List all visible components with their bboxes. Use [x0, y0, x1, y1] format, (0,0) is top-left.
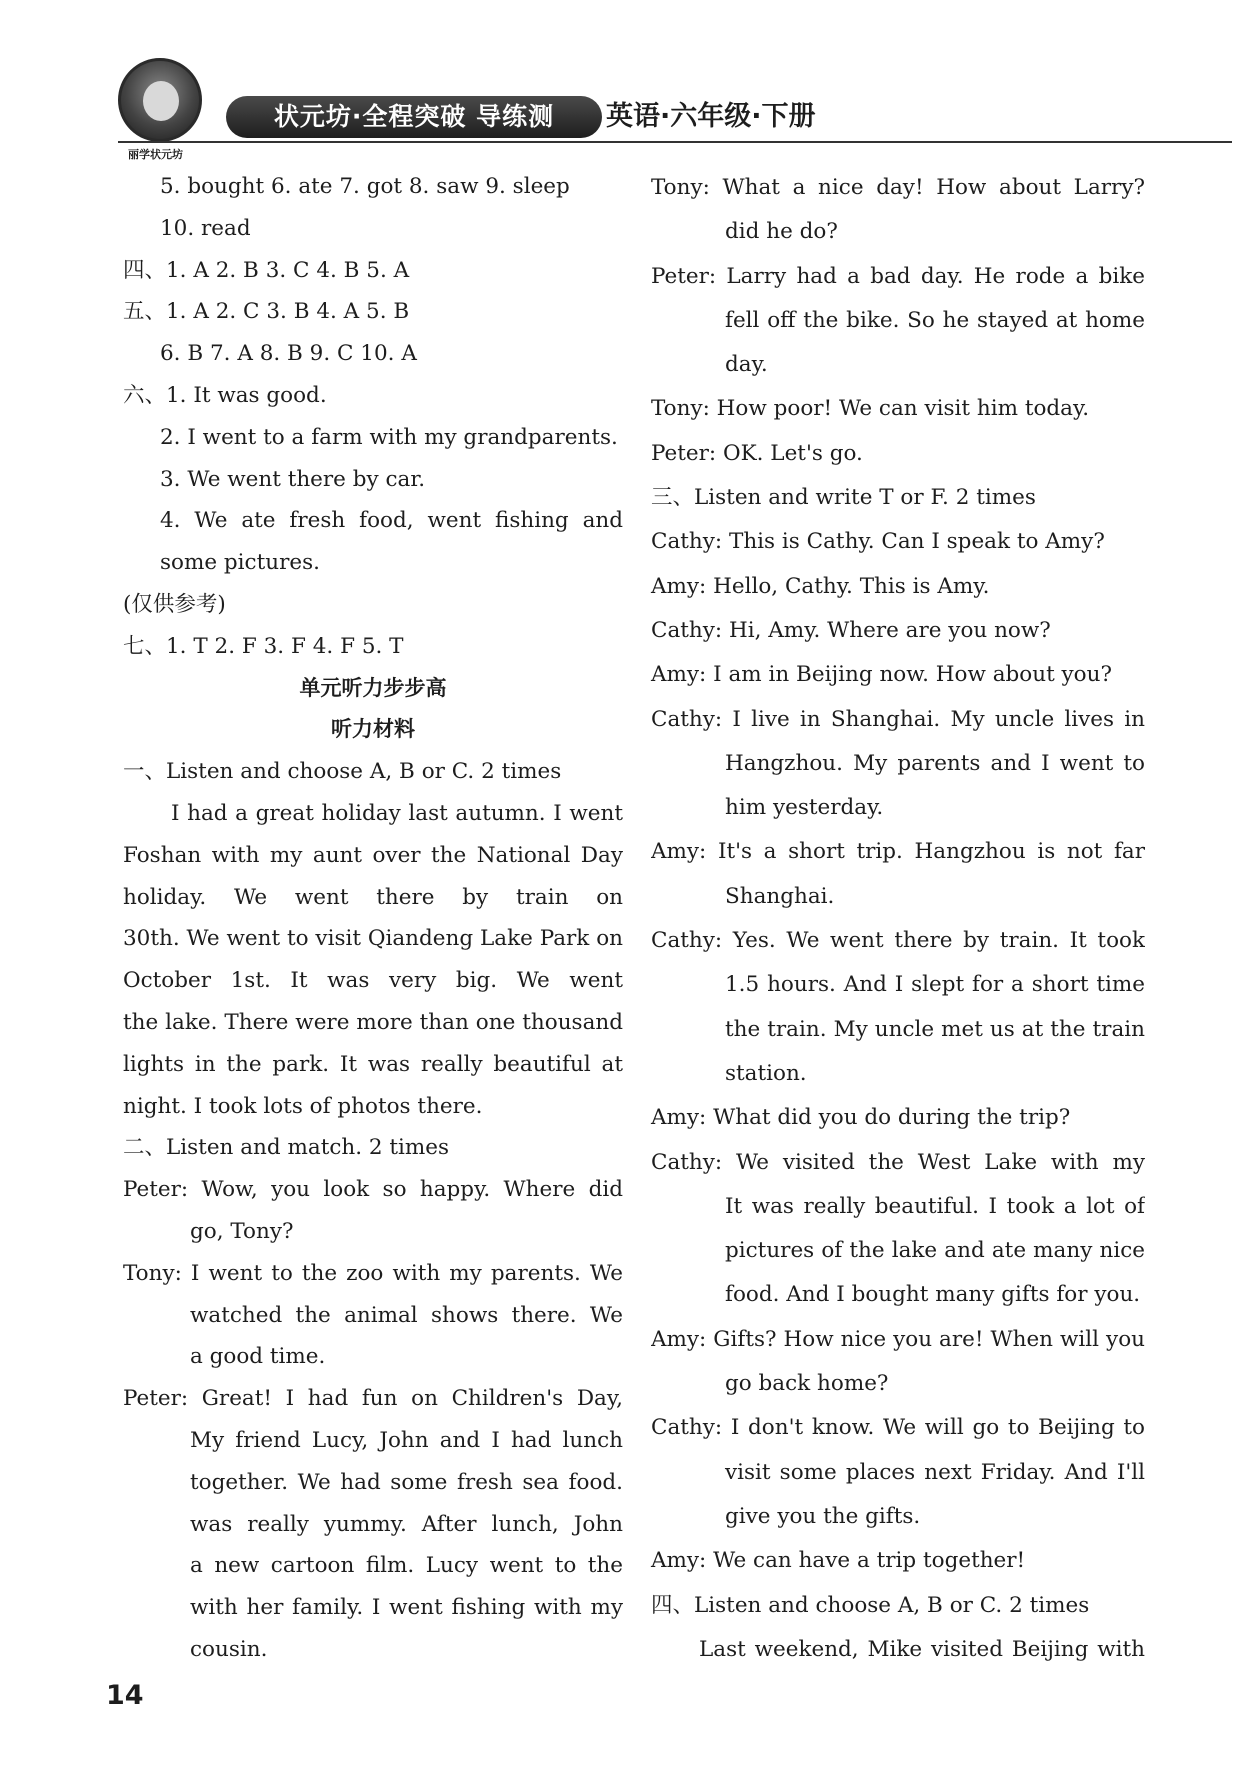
exercise-heading: 二、Listen and match. 2 times — [123, 1135, 450, 1161]
answer-line: 六、1. It was good. — [123, 382, 327, 408]
reference-note: (仅供参考) — [123, 591, 226, 617]
dialogue-line: 1.5 hours. And I slept for a short time — [725, 972, 1145, 998]
dialogue-line: together. We had some fresh sea food. — [190, 1469, 623, 1495]
passage-line: the lake. There were more than one thousand — [123, 1009, 623, 1035]
dialogue-line: with her family. I went fishing with my — [190, 1595, 623, 1621]
mascot-logo-icon — [118, 58, 202, 142]
dialogue-line: Tony: How poor! We can visit him today. — [651, 396, 1090, 422]
dialogue-line: Amy: I am in Beijing now. How about you? — [651, 662, 1113, 688]
passage-line: holiday. We went there by train on — [123, 884, 623, 910]
dialogue-line: Amy: Hello, Cathy. This is Amy. — [651, 573, 990, 599]
left-column — [123, 166, 623, 1671]
dialogue-line: go, Tony? — [190, 1218, 294, 1244]
dialogue-line: Tony: What a nice day! How about Larry? — [651, 175, 1145, 200]
dialogue-line: Amy: What did you do during the trip? — [651, 1105, 1071, 1131]
dialogue-line: Cathy: I don't know. We will go to Beijing to — [651, 1415, 1145, 1441]
dialogue-line: Shanghai. — [725, 883, 835, 909]
dialogue-line: My friend Lucy, John and I had lunch — [190, 1427, 623, 1453]
dialogue-line: Cathy: I live in Shanghai. My uncle lives in — [651, 706, 1145, 732]
logo-caption: 丽学状元坊 — [128, 148, 183, 161]
dialogue-line: Peter: Wow, you look so happy. Where did — [123, 1177, 623, 1203]
right-column — [651, 166, 1145, 1672]
dialogue-line: station. — [725, 1060, 807, 1086]
dialogue-line: was really yummy. After lunch, John — [190, 1511, 623, 1537]
page-header — [0, 0, 1250, 165]
answer-line: 5. bought 6. ate 7. got 8. saw 9. sleep — [160, 174, 570, 199]
header-divider — [118, 141, 1232, 143]
exercise-heading: 三、Listen and write T or F. 2 times — [651, 485, 1036, 511]
exercise-heading: 四、Listen and choose A, B or C. 2 times — [651, 1592, 1090, 1618]
answer-line: 2. I went to a farm with my grandparents. — [160, 424, 618, 450]
passage-line: October 1st. It was very big. We went — [123, 968, 623, 994]
passage-line: night. I took lots of photos there. — [123, 1093, 483, 1119]
dialogue-line: Amy: We can have a trip together! — [651, 1548, 1026, 1574]
dialogue-line: the train. My uncle met us at the train — [725, 1016, 1145, 1042]
dialogue-line: Cathy: Hi, Amy. Where are you now? — [651, 617, 1051, 643]
dialogue-line: Peter: Great! I had fun on Children's Day, — [123, 1386, 623, 1412]
dialogue-line: Amy: Gifts? How nice you are! When will you — [651, 1326, 1145, 1352]
exercise-heading: 一、Listen and choose A, B or C. 2 times — [123, 759, 562, 785]
page-number: 14 — [106, 1680, 144, 1711]
dialogue-line: a good time. — [190, 1344, 326, 1370]
dialogue-line: go back home? — [725, 1371, 889, 1397]
answer-line: 3. We went there by car. — [160, 466, 426, 492]
dialogue-line: pictures of the lake and ate many nice — [725, 1238, 1145, 1264]
dialogue-line: fell off the bike. So he stayed at home — [725, 307, 1145, 333]
dialogue-line: visit some places next Friday. And I'll — [725, 1459, 1145, 1485]
answer-line: 四、1. A 2. B 3. C 4. B 5. A — [123, 257, 410, 283]
answer-line: 4. We ate fresh food, went fishing and — [160, 508, 623, 534]
answer-line: 七、1. T 2. F 3. F 4. F 5. T — [123, 633, 404, 659]
dialogue-line: did he do? — [725, 219, 838, 245]
dialogue-line: It was really beautiful. I took a lot of — [725, 1193, 1145, 1219]
dialogue-line: Tony: I went to the zoo with my parents. We — [123, 1260, 623, 1286]
passage-line: Foshan with my aunt over the National Day — [123, 842, 623, 868]
dialogue-line: a new cartoon film. Lucy went to the — [190, 1553, 623, 1579]
passage-line: Last weekend, Mike visited Beijing with — [699, 1636, 1145, 1662]
answer-line: 五、1. A 2. C 3. B 4. A 5. B — [123, 299, 410, 325]
dialogue-line: cousin. — [190, 1636, 268, 1662]
subject-title: 英语·六年级·下册 — [606, 101, 816, 132]
dialogue-line: food. And I bought many gifts for you. — [725, 1282, 1141, 1308]
answer-line: 6. B 7. A 8. B 9. C 10. A — [160, 341, 417, 367]
section-heading: 单元听力步步高 — [299, 675, 447, 700]
series-title: 状元坊·全程突破 导练测 — [226, 96, 602, 138]
answer-line: 10. read — [160, 215, 251, 241]
dialogue-line: Cathy: Yes. We went there by train. It took — [651, 928, 1145, 954]
dialogue-line: Cathy: We visited the West Lake with my — [651, 1149, 1145, 1175]
dialogue-line: Amy: It's a short trip. Hangzhou is not far — [651, 839, 1145, 865]
dialogue-line: him yesterday. — [725, 795, 884, 821]
dialogue-line: Hangzhou. My parents and I went to — [725, 750, 1145, 776]
passage-line: lights in the park. It was really beautiful at — [123, 1051, 623, 1077]
section-subheading: 听力材料 — [331, 717, 415, 742]
passage-line: I had a great holiday last autumn. I went — [171, 800, 623, 826]
dialogue-line: Peter: OK. Let's go. — [651, 440, 863, 466]
dialogue-line: Peter: Larry had a bad day. He rode a bike — [651, 263, 1145, 289]
answer-line: some pictures. — [160, 550, 320, 576]
dialogue-line: give you the gifts. — [725, 1503, 921, 1529]
dialogue-line: watched the animal shows there. We — [190, 1302, 623, 1328]
passage-line: 30th. We went to visit Qiandeng Lake Park on — [123, 926, 623, 952]
dialogue-line: Cathy: This is Cathy. Can I speak to Amy? — [651, 529, 1105, 555]
dialogue-line: day. — [725, 352, 768, 378]
